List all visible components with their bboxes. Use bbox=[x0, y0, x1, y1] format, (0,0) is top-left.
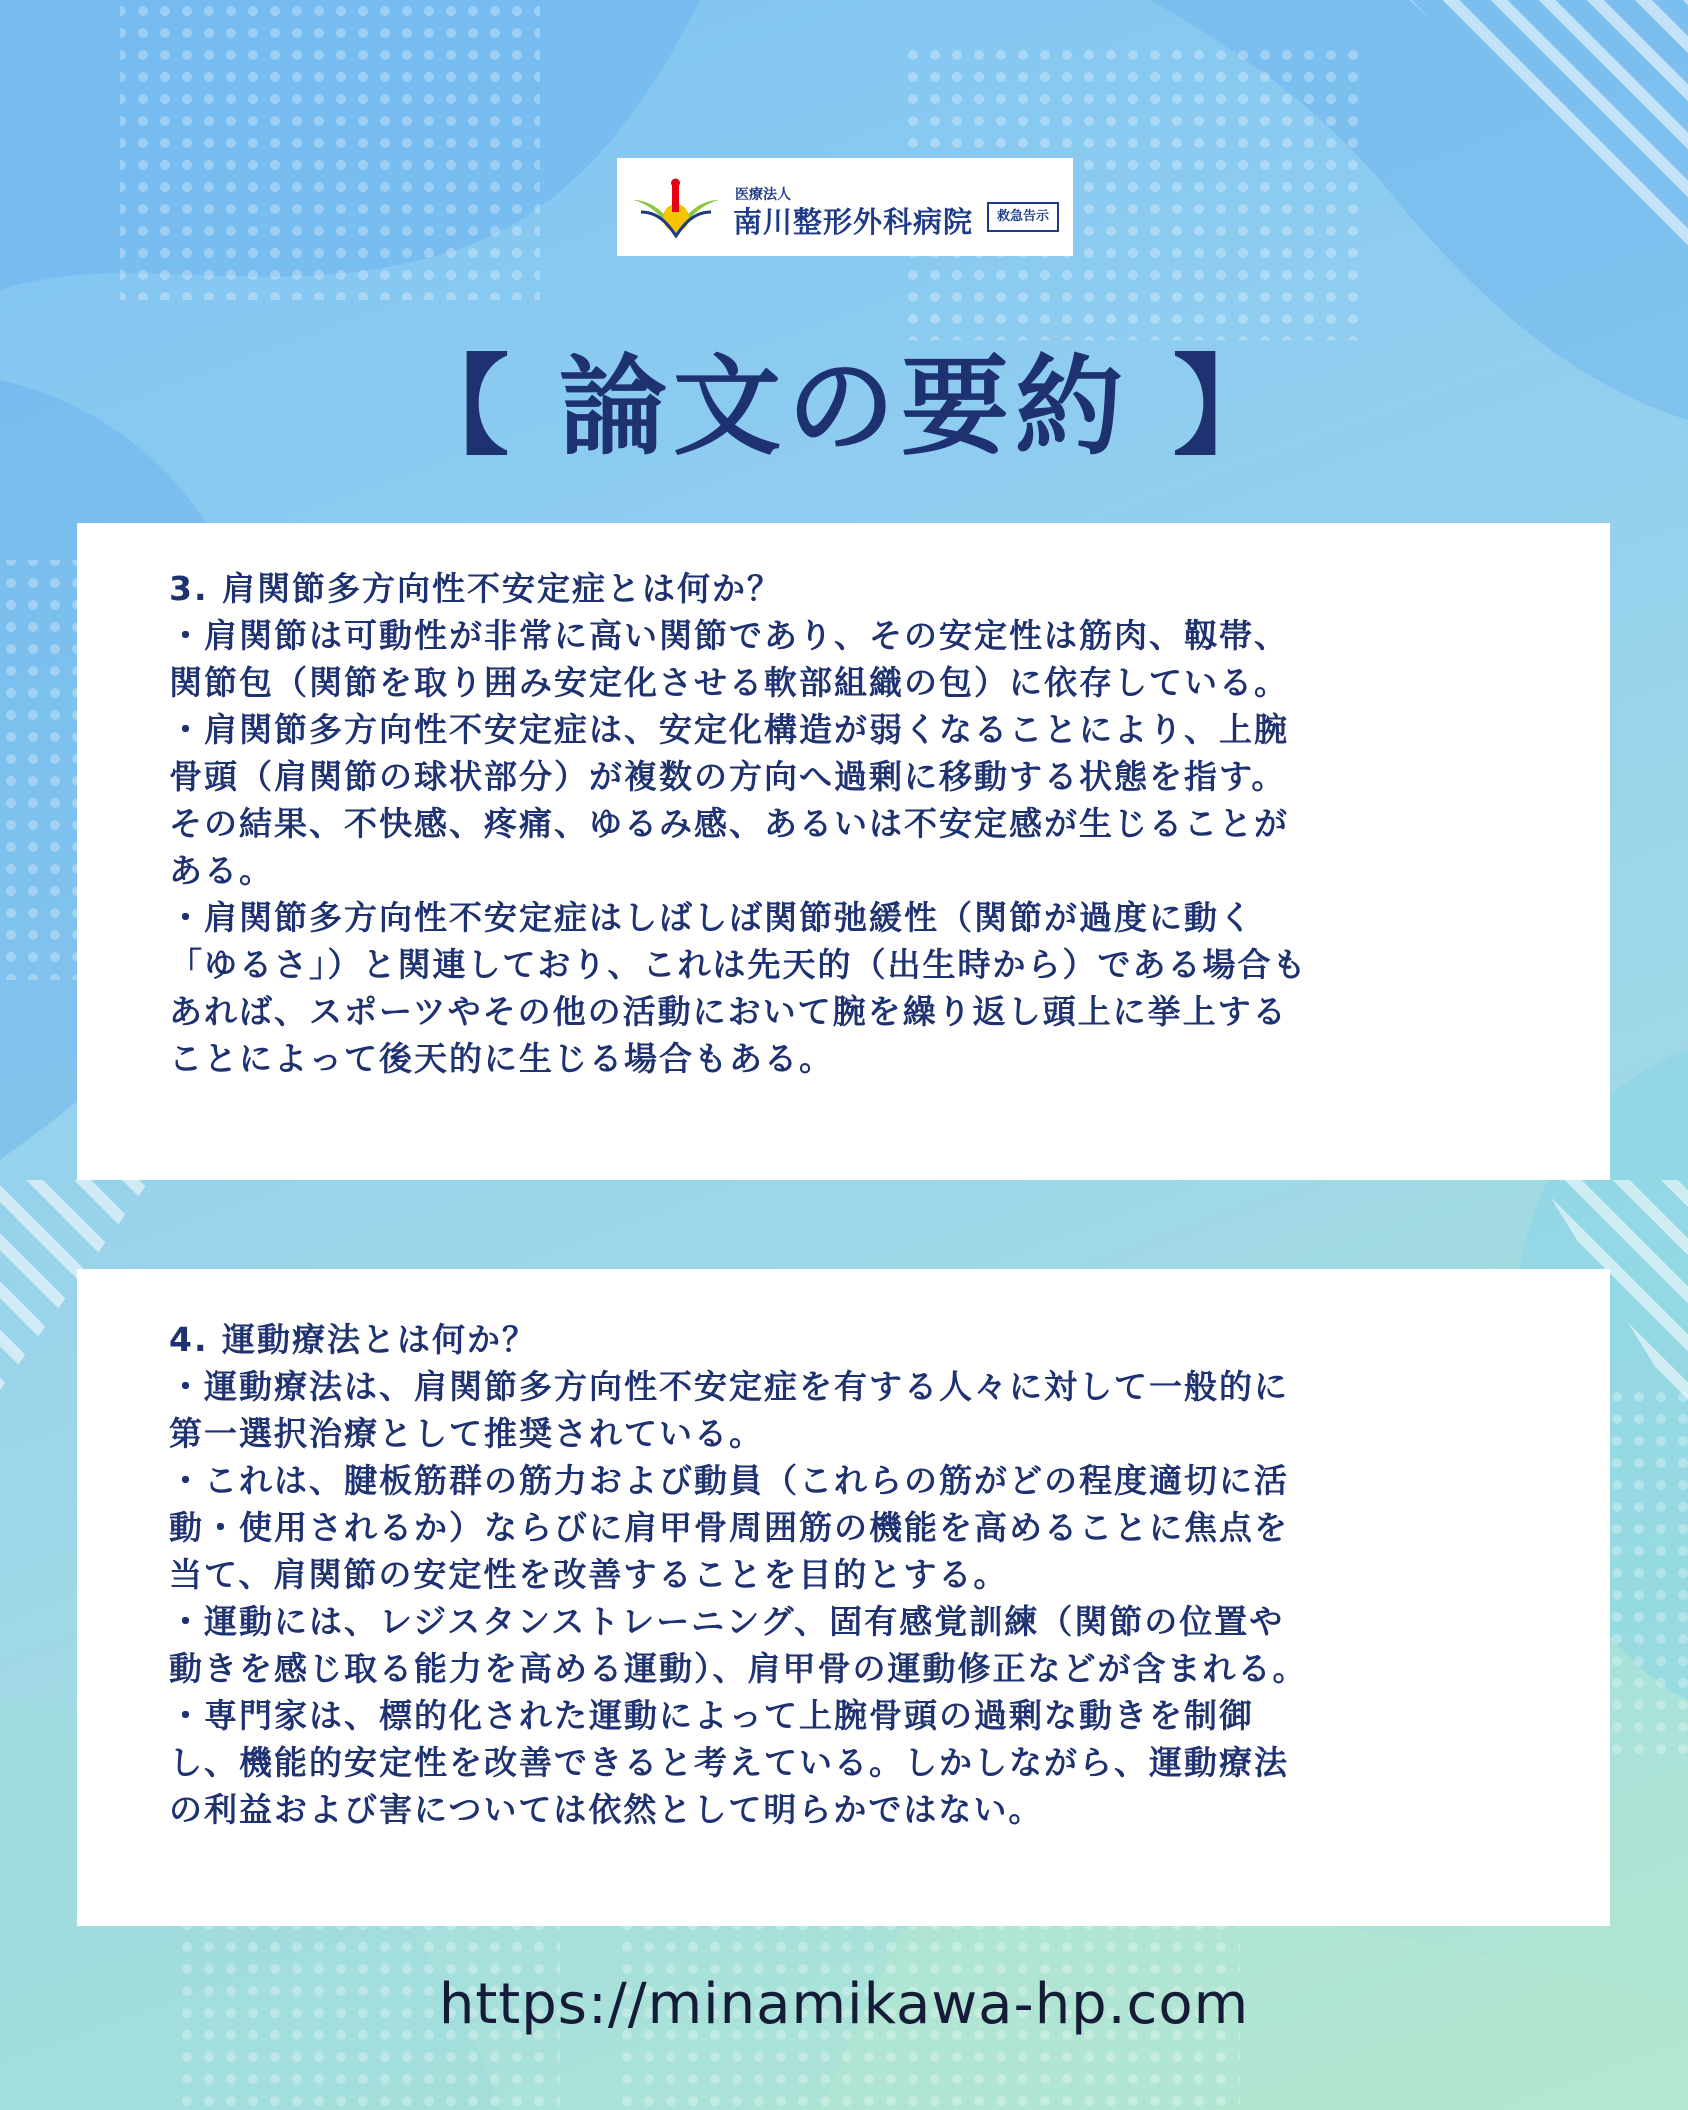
section-4-line: の利益および害については依然として明らかではない。 bbox=[169, 1790, 1044, 1829]
hospital-org-type: 医療法人 bbox=[735, 187, 791, 203]
website-url: https://minamikawa-hp.com bbox=[438, 1972, 1250, 2037]
hospital-logo bbox=[617, 158, 1073, 256]
section-3-line: 骨頭（肩関節の球状部分）が複数の方向へ過剰に移動する状態を指す。 bbox=[169, 757, 1287, 796]
section-4-line: ・これは、腱板筋群の筋力および動員（これらの筋がどの程度適切に活 bbox=[169, 1461, 1289, 1500]
section-3-line: ・肩関節多方向性不安定症は、安定化構造が弱くなることにより、上腕 bbox=[169, 710, 1289, 749]
section-4-line: 動・使用されるか）ならびに肩甲骨周囲筋の機能を高めることに焦点を bbox=[169, 1508, 1289, 1547]
hospital-logo-icon bbox=[631, 178, 721, 238]
section-4-line: 当て、肩関節の安定性を改善することを目的とする。 bbox=[169, 1555, 1009, 1594]
emergency-badge: 救急告示 bbox=[987, 202, 1059, 232]
section-4-line: ・運動療法は、肩関節多方向性不安定症を有する人々に対して一般的に bbox=[169, 1367, 1289, 1406]
section-4-line: ・専門家は、標的化された運動によって上腕骨頭の過剰な動きを制御 bbox=[169, 1696, 1254, 1735]
section-4-body bbox=[169, 1316, 1510, 1833]
section-3-line: ことによって後天的に生じる場合もある。 bbox=[169, 1039, 834, 1078]
section-3-line: その結果、不快感、疼痛、ゆるみ感、あるいは不安定感が生じることが bbox=[169, 804, 1289, 843]
hospital-name: 南川整形外科病院 bbox=[733, 205, 974, 239]
section-4-line: し、機能的安定性を改善できると考えている。しかしながら、運動療法 bbox=[169, 1743, 1289, 1782]
section-4-line: 動きを感じ取る能力を高める運動）、肩甲骨の運動修正などが含まれる。 bbox=[169, 1649, 1308, 1688]
section-4-line: 第一選択治療として推奨されている。 bbox=[169, 1414, 764, 1453]
section-4-heading: 4. 運動療法とは何か？ bbox=[169, 1320, 537, 1359]
summary-card-section-3 bbox=[77, 523, 1610, 1180]
page-title: 【 論文の要約 】 bbox=[401, 345, 1287, 470]
section-4-line: ・運動には、レジスタンストレーニング、固有感覚訓練（関節の位置や bbox=[169, 1602, 1285, 1641]
section-3-line: 「ゆるさ」）と関連しており、これは先天的（出生時から）である場合も bbox=[169, 945, 1308, 984]
section-3-line: あれば、スポーツやその他の活動において腕を繰り返し頭上に挙上する bbox=[169, 992, 1288, 1031]
section-3-line: ・肩関節は可動性が非常に高い関節であり、その安定性は筋肉、靱帯、 bbox=[169, 616, 1289, 655]
summary-card-section-4 bbox=[77, 1269, 1610, 1926]
section-3-heading: 3. 肩関節多方向性不安定症とは何か？ bbox=[169, 569, 782, 608]
section-3-line: ・肩関節多方向性不安定症はしばしば関節弛緩性（関節が過度に動く bbox=[169, 898, 1254, 937]
section-3-line: 関節包（関節を取り囲み安定化させる軟部組織の包）に依存している。 bbox=[169, 663, 1289, 702]
section-3-line: ある。 bbox=[169, 851, 274, 890]
section-3-body bbox=[169, 565, 1510, 1082]
